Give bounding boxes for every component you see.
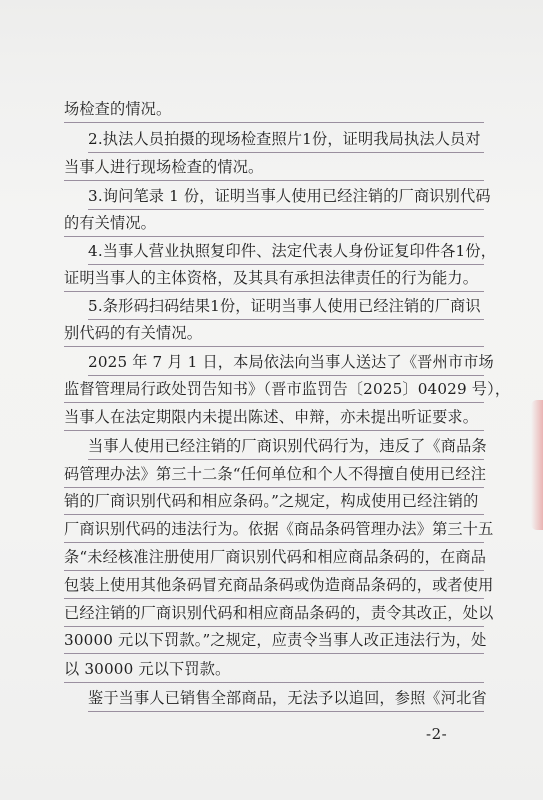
text-line: 已经注销的厂商识别代码和相应商品条码的，责令其改正，处以 [64,603,484,627]
text-line: 销的厂商识别代码和相应条码。”之规定，构成使用已经注销的 [64,491,484,515]
text-line: 2025 年 7 月 1 日，本局依法向当事人送达了《晋州市市场 [88,352,484,376]
text-line: 条“未经核准注册使用厂商识别代码和相应商品条码的，在商品 [64,547,484,571]
red-seal-edge [531,400,543,530]
text-line: 以 30000 元以下罚款。 [64,659,484,683]
text-line: 证明当事人的主体资格，及其具有承担法律责任的行为能力。 [64,268,484,292]
text-line: 监督管理局行政处罚告知书》（晋市监罚告〔2025〕04029 号）， [64,379,484,403]
text-line: 的有关情况。 [64,213,484,237]
text-line: 场检查的情况。 [64,99,484,123]
page-number: -2- [426,725,448,743]
text-line: 当事人使用已经注销的厂商识别代码行为，违反了《商品条 [88,436,484,460]
text-line: 厂商识别代码的违法行为。依据《商品条码管理办法》第三十五 [64,519,484,543]
text-line: 当事人在法定期限内未提出陈述、申辩，亦未提出听证要求。 [64,407,484,431]
text-line: 30000 元以下罚款。”之规定，应责令当事人改正违法行为，处 [64,630,484,654]
text-line: 别代码的有关情况。 [64,323,484,347]
text-line: 2.执法人员拍摄的现场检查照片1份，证明我局执法人员对 [88,129,484,153]
text-line: 包装上使用其他条码冒充商品条码或伪造商品条码的，或者使用 [64,575,484,599]
text-line: 3.询问笔录 1 份，证明当事人使用已经注销的厂商识别代码 [88,186,484,210]
text-line: 4.当事人营业执照复印件、法定代表人身份证复印件各1份， [88,241,484,265]
text-line: 5.条形码扫码结果1份，证明当事人使用已经注销的厂商识 [88,296,484,320]
text-line: 当事人进行现场检查的情况。 [64,157,484,181]
text-line: 码管理办法》第三十二条“任何单位和个人不得擅自使用已经注 [64,464,484,488]
text-line: 鉴于当事人已销售全部商品，无法予以追回，参照《河北省 [88,688,484,712]
